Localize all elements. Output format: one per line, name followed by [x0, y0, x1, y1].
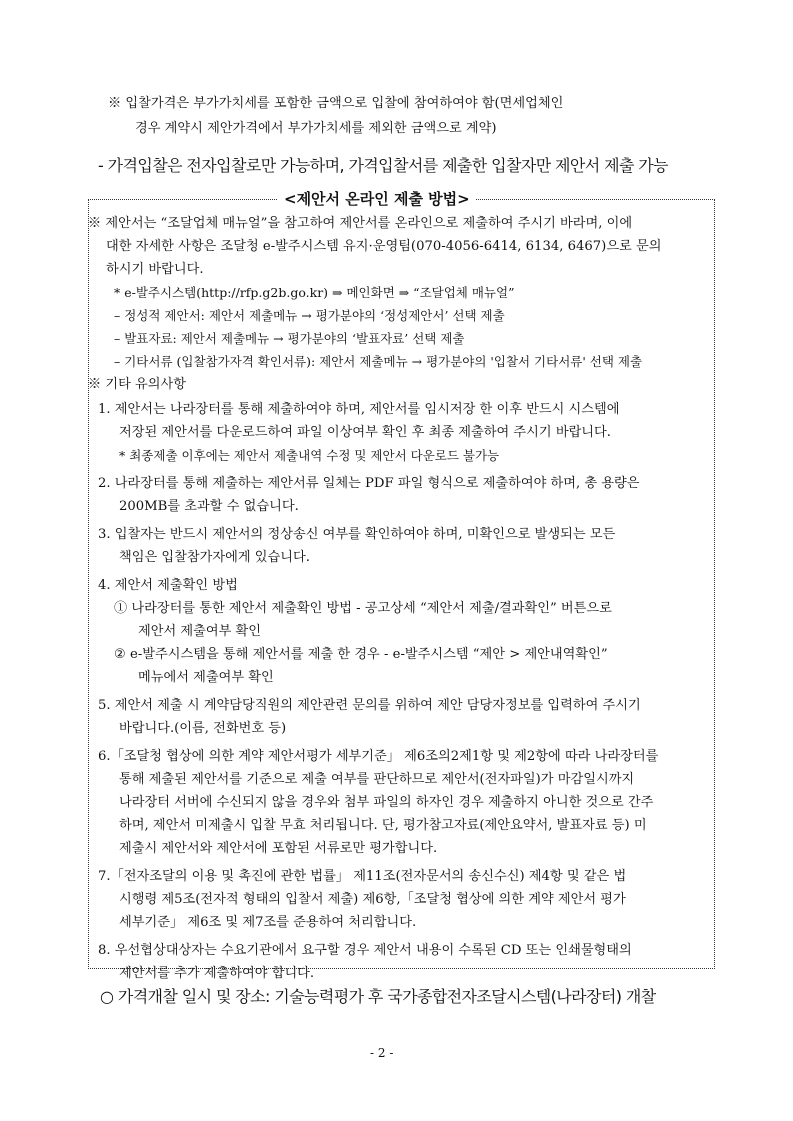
step-presentation: – 발표자료: 제안서 제출메뉴 → 평가분야의 ‘발표자료’ 선택 제출: [114, 331, 465, 346]
list-item: * 최종제출 이후에는 제안서 제출내역 수정 및 제안서 다운로드 불가능: [119, 448, 500, 463]
list-item: 2. 나라장터를 통해 제출하는 제안서류 일체는 PDF 파일 형식으로 제출하여야 하며, 총 용량은: [98, 476, 640, 491]
list-item: 바랍니다.(이름, 전화번호 등): [119, 721, 287, 736]
list-item: 제안서 제출여부 확인: [138, 624, 262, 639]
guide-line: 대한 자세한 사항은 조달청 e-발주시스템 유지·운영팀(070-4056-6414, 6134, 6467)으로 문의: [106, 239, 662, 254]
box-title: <제안서 온라인 제출 방법>: [278, 187, 476, 211]
list-item: 5. 제안서 제출 시 계약담당직원의 제안관련 문의를 위하여 제안 담당자정보를 입력하여 주시기: [98, 698, 641, 713]
vat-note-line2: 경우 계약시 제안가격에서 부가가치세를 제외한 금액으로 계약): [135, 121, 497, 136]
vat-note-line1: ※ 입찰가격은 부가가치세를 포함한 금액으로 입찰에 참여하여야 함(면세업체인: [108, 96, 564, 111]
list-item: ② e-발주시스템을 통해 제안서를 제출 한 경우 - e-발주시스템 “제안 > 제안내역확인”: [114, 647, 608, 662]
list-item: 하며, 제안서 미제출시 입찰 무효 처리됩니다. 단, 평가참고자료(제안요약서, 발표자료 등) 미: [119, 818, 647, 833]
etc-heading: ※ 기타 유의사항: [88, 377, 187, 392]
guide-line: ※ 제안서는 “조달업체 매뉴얼”을 참고하여 제안서를 온라인으로 제출하여 주시기 바라며, 이에: [88, 216, 633, 231]
guide-line: 하시기 바랍니다.: [106, 262, 204, 277]
page-number: - 2 -: [370, 1046, 394, 1060]
list-item: 메뉴에서 제출여부 확인: [138, 670, 274, 685]
list-item: 3. 입찰자는 반드시 제안서의 정상송신 여부를 확인하여야 하며, 미확인으로 발생되는 모든: [98, 527, 616, 542]
list-item: 제안서를 추가 제출하여야 합니다.: [119, 966, 315, 981]
list-item: 4. 제안서 제출확인 방법: [98, 578, 238, 593]
list-item: 통해 제출된 제안서를 기준으로 제출 여부를 판단하므로 제안서(전자파일)가 마감일시까지: [119, 772, 635, 787]
list-item: 나라장터 서버에 수신되지 않을 경우와 첨부 파일의 하자인 경우 제출하지 아니한 것으로 간주: [119, 795, 654, 810]
list-item: 시행령 제5조(전자적 형태의 입찰서 제출) 제6항,「조달청 협상에 의한 계약 제안서 평가: [119, 892, 626, 907]
list-item: 8. 우선협상대상자는 수요기관에서 요구할 경우 제안서 내용이 수록된 CD 또는 인쇄물형태의: [98, 943, 632, 958]
step-other-docs: – 기타서류 (입찰참가자격 확인서류): 제안서 제출메뉴 → 평가분야의 '입찰서 기타서류' 선택 제출: [114, 354, 643, 369]
list-item: ① 나라장터를 통한 제안서 제출확인 방법 - 공고상세 “제안서 제출/결과확인” 버튼으로: [114, 601, 612, 616]
list-item: 6.「조달청 협상에 의한 계약 제안서평가 세부기준」 제6조의2제1항 및 제2항에 따라 나라장터를: [98, 749, 659, 764]
list-item: 제출시 제안서와 제안서에 포함된 서류로만 평가합니다.: [119, 841, 438, 856]
list-item: 7.「전자조달의 이용 및 촉진에 관한 법률」 제11조(전자문서의 송신수신) 제4항 및 같은 법: [98, 869, 627, 884]
list-item: 200MB를 초과할 수 없습니다.: [119, 499, 299, 514]
list-item: 저장된 제안서를 다운로드하여 파일 이상여부 확인 후 최종 제출하여 주시기 바랍니다.: [119, 425, 611, 440]
step-qualitative: – 정성적 제안서: 제안서 제출메뉴 → 평가분야의 ‘정성제안서’ 선택 제출: [114, 308, 505, 323]
price-opening-notice: ○ 가격개찰 일시 및 장소: 기술능력평가 후 국가종합전자조달시스템(나라장터) 개찰: [100, 987, 656, 1006]
price-bid-notice: - 가격입찰은 전자입찰로만 가능하며, 가격입찰서를 제출한 입찰자만 제안서 제출 가능: [98, 156, 668, 175]
step-manual: * e-발주시스템(http://rfp.g2b.go.kr) ⇒ 메인화면 ⇒ “조달업체 매뉴얼”: [114, 285, 515, 300]
list-item: 세부기준」 제6조 및 제7조를 준용하여 처리합니다.: [119, 915, 417, 930]
list-item: 1. 제안서는 나라장터를 통해 제출하여야 하며, 제안서를 임시저장 한 이후 반드시 시스템에: [98, 402, 620, 417]
list-item: 책임은 입찰참가자에게 있습니다.: [119, 550, 310, 565]
